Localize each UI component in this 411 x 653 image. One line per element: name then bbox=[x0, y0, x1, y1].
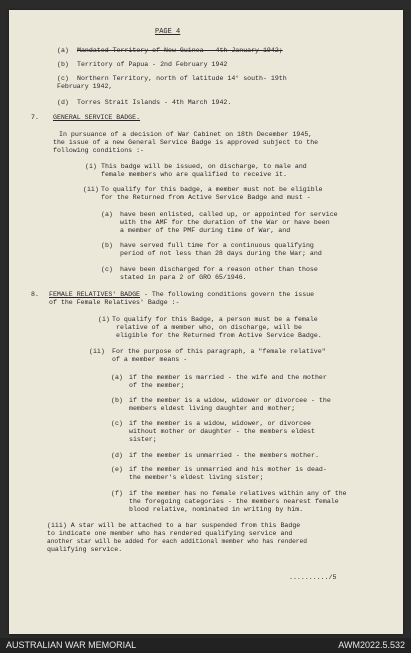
s7-sub-a-line-1: have been enlisted, called up, or appointed for service bbox=[120, 211, 338, 218]
item-c-label: (c) bbox=[57, 75, 69, 82]
s7-sub-a-line-2: with the AMF for the duration of the War or have been bbox=[120, 219, 330, 226]
s8-sub-d-label: (d) bbox=[111, 452, 123, 459]
s7-cond-i-label: (i) bbox=[85, 163, 97, 170]
item-d-label: (d) bbox=[57, 99, 69, 106]
s8-sub-b-line-2: members eldest living daughter and mother; bbox=[129, 405, 296, 412]
s8-cond-i-line-1: To qualify for this Badge, a person must be a female bbox=[112, 316, 318, 323]
s7-sub-c-line-2: stated in para 2 of GRO 65/1946. bbox=[120, 274, 247, 281]
continuation-mark: ........../5 bbox=[289, 574, 337, 581]
s7-cond-i-line-2: female members who are qualified to receive it. bbox=[101, 171, 287, 178]
section-7-intro-3: following conditions :- bbox=[53, 147, 145, 154]
s8-cond-i-line-2: relative of a member who, on discharge, will be bbox=[116, 324, 302, 331]
s8-sub-a-line-1: if the member is married - the wife and the mother bbox=[129, 374, 327, 381]
s8-cond-ii-label: (ii) bbox=[89, 348, 105, 355]
s8-sub-f-label: (f) bbox=[111, 490, 123, 497]
section-8-number: 8. bbox=[31, 291, 39, 298]
s8-cond-iii-line-3: another star will be added for each additional member who has rendered bbox=[47, 538, 307, 545]
s7-sub-b-label: (b) bbox=[101, 242, 113, 249]
s7-cond-ii-line-2: for the Returned from Active Service Badge and must - bbox=[101, 194, 311, 201]
item-a-text: Mandated Territory of New Guinea - 4th January 1942; bbox=[77, 47, 283, 54]
s8-sub-c-line-3: sister; bbox=[129, 436, 157, 443]
document-page bbox=[9, 10, 403, 634]
s8-sub-e-line-1: if the member is unmarried and his mother is dead- bbox=[129, 466, 327, 473]
s7-cond-ii-label: (ii) bbox=[83, 186, 99, 193]
item-b-text: Territory of Papua - 2nd February 1942 bbox=[77, 61, 228, 68]
s8-cond-ii-line-1: For the purpose of this paragraph, a "female relative" bbox=[112, 348, 326, 355]
s8-sub-e-label: (e) bbox=[111, 466, 123, 473]
s8-sub-b-line-1: if the member is a widow, widower or divorcee - the bbox=[129, 397, 331, 404]
s8-cond-i-label: (i) bbox=[98, 316, 110, 323]
s8-cond-i-line-3: eligible for the Returned from Active Service Badge. bbox=[116, 332, 322, 339]
item-b-label: (b) bbox=[57, 61, 69, 68]
s8-sub-e-line-2: the member's eldest living sister; bbox=[129, 474, 264, 481]
section-8-heading: FEMALE RELATIVES' BADGE bbox=[49, 291, 141, 298]
footer-accession-number: AWM2022.5.532 bbox=[338, 640, 405, 650]
s7-sub-b-line-2: period of not less than 28 days during the War; and bbox=[120, 250, 322, 257]
section-7-intro-2: the issue of a new General Service Badge is approved subject to the bbox=[53, 139, 319, 146]
item-a-label: (a) bbox=[57, 47, 69, 54]
s7-sub-b-line-1: have served full time for a continuous qualifying bbox=[120, 242, 314, 249]
s8-cond-iii-line-4: qualifying service. bbox=[47, 546, 123, 553]
section-7-number: 7. bbox=[31, 114, 39, 121]
section-8-heading-rest: - The following conditions govern the issue bbox=[140, 291, 315, 298]
s8-sub-c-line-1: if the member is a widow, widower, or divorcee bbox=[129, 420, 312, 427]
s7-cond-i-line-1: This badge will be issued, on discharge, to male and bbox=[101, 163, 307, 170]
s8-cond-iii-line-1: (iii) A star will be attached to a bar suspended from this Badge bbox=[47, 522, 301, 529]
item-c-line-1: Northern Territory, north of latitude 14° south- 19th bbox=[77, 75, 287, 82]
section-7-heading: GENERAL SERVICE BADGE. bbox=[53, 114, 141, 121]
s8-sub-a-label: (a) bbox=[111, 374, 123, 381]
s8-sub-a-line-2: of the member; bbox=[129, 382, 185, 389]
s7-sub-a-label: (a) bbox=[101, 211, 113, 218]
s8-sub-c-line-2: without mother or daughter - the members eldest bbox=[129, 428, 315, 435]
s8-sub-c-label: (c) bbox=[111, 420, 123, 427]
item-d-text: Torres Strait Islands - 4th March 1942. bbox=[77, 99, 232, 106]
s7-sub-a-line-3: a member of the PMF during time of War, and bbox=[120, 227, 291, 234]
section-7-intro-1: In pursuance of a decision of War Cabinet on 18th December 1945, bbox=[59, 131, 313, 138]
s8-cond-iii-line-2: to indicate one member who has rendered qualifying service and bbox=[47, 530, 293, 537]
s7-cond-ii-line-1: To qualify for this badge, a member must not be eligible bbox=[101, 186, 323, 193]
footer-institution: AUSTRALIAN WAR MEMORIAL bbox=[6, 640, 137, 650]
s8-sub-f-line-3: blood relative, nominated in writing by him. bbox=[129, 506, 304, 513]
s8-sub-f-line-1: if the member has no female relatives within any of the bbox=[129, 490, 347, 497]
s8-sub-f-line-2: the foregoing categories - the members nearest female bbox=[129, 498, 339, 505]
s8-sub-d-line-1: if the member is unmarried - the members mother. bbox=[129, 452, 319, 459]
s7-sub-c-line-1: have been discharged for a reason other than those bbox=[120, 266, 318, 273]
s8-sub-b-label: (b) bbox=[111, 397, 123, 404]
section-8-heading-line-2: of the Female Relatives' Badge :- bbox=[49, 299, 180, 306]
s8-cond-ii-line-2: of a member means - bbox=[112, 356, 188, 363]
s7-sub-c-label: (c) bbox=[101, 266, 113, 273]
page-label: PAGE 4 bbox=[155, 28, 181, 36]
section-8-heading-line-1 bbox=[49, 291, 314, 298]
footer-bar bbox=[0, 638, 411, 653]
item-c-line-2: February 1942, bbox=[57, 83, 113, 90]
